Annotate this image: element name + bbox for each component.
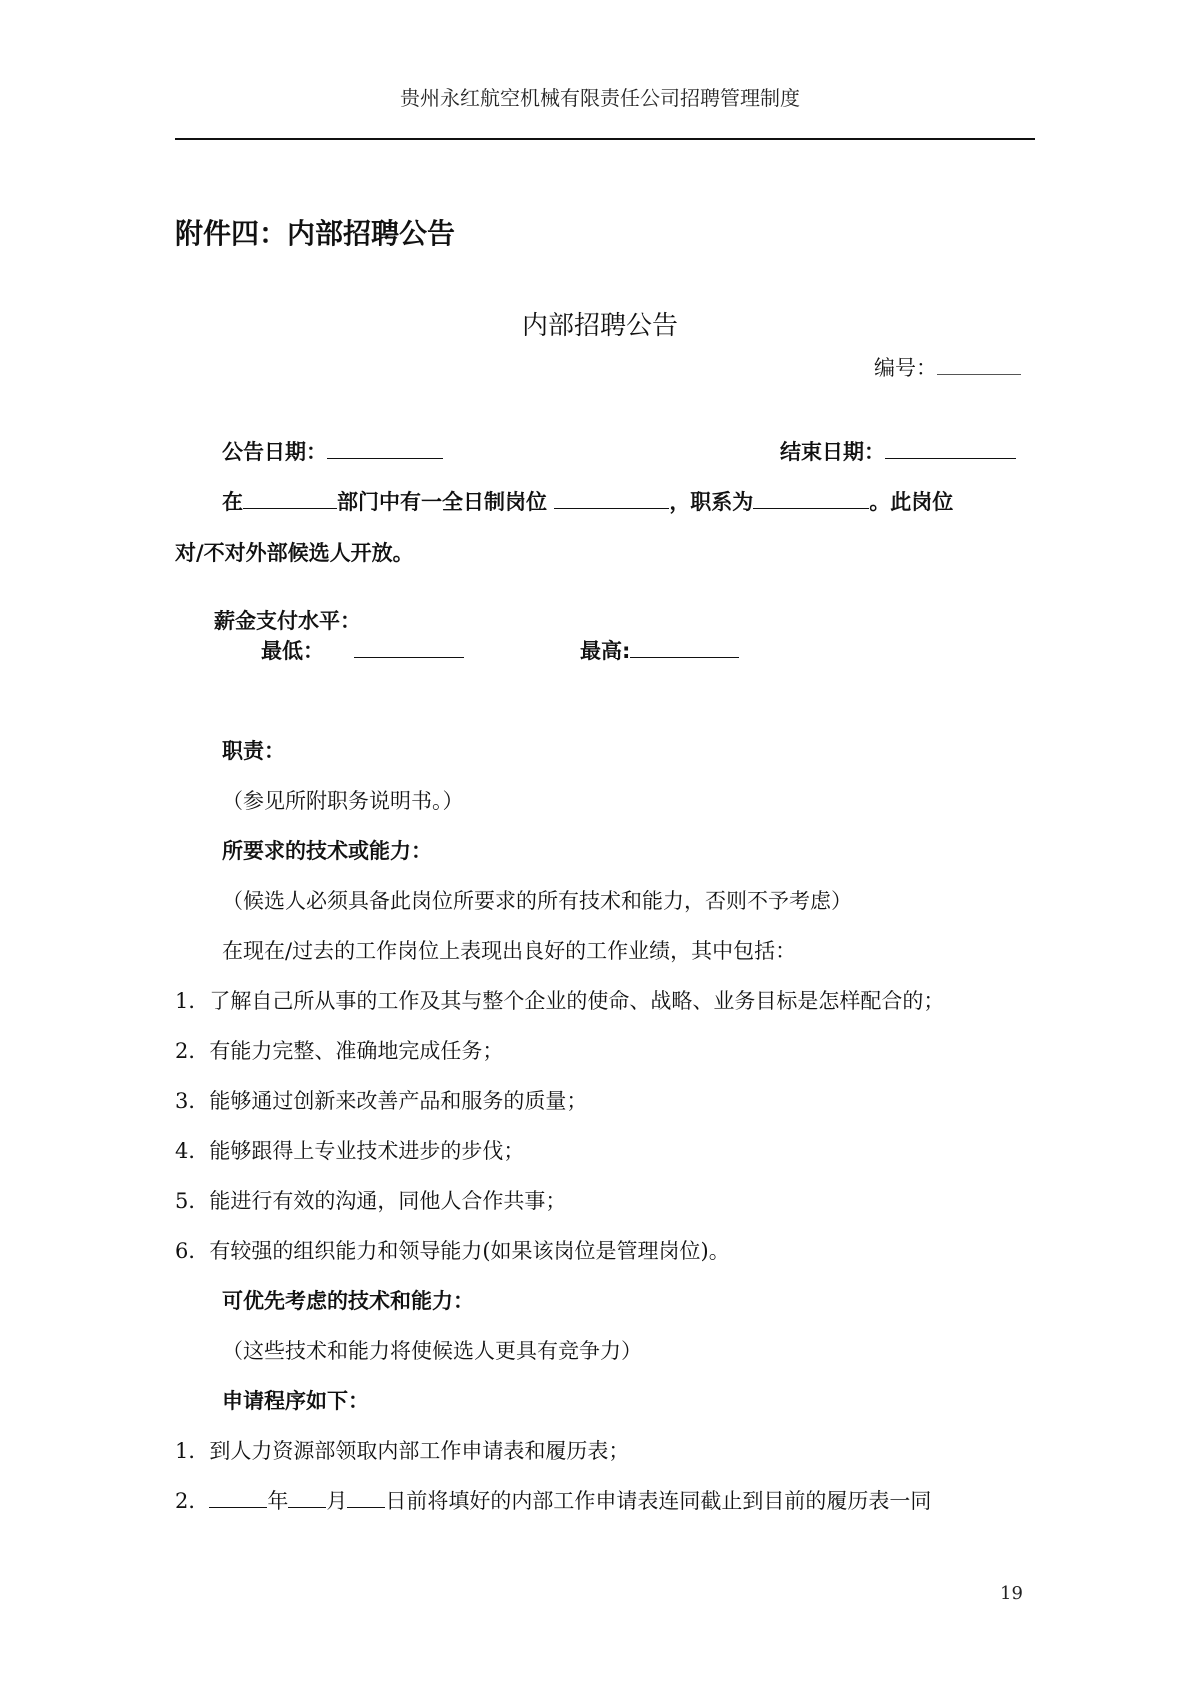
announce-date-label: 公告日期： [222, 440, 327, 464]
procedure-step-2 [175, 1485, 931, 1515]
dept-sentence-line1 [222, 486, 953, 516]
required-intro: 在现在/过去的工作岗位上表现出良好的工作业绩，其中包括： [222, 939, 797, 963]
step2-prefix: 2． [175, 1489, 210, 1513]
salary-max-row [580, 635, 739, 665]
page-header: 贵州永红航空机械有限责任公司招聘管理制度 [400, 86, 800, 110]
announce-date-row [222, 436, 443, 466]
salary-min-blank [354, 656, 464, 658]
list-item: 6．有较强的组织能力和领导能力(如果该岗位是管理岗位)。 [175, 1239, 730, 1263]
step2-month: 月 [326, 1489, 348, 1513]
step2-year: 年 [267, 1489, 289, 1513]
position-blank [554, 507, 669, 509]
duties-label: 职责： [222, 739, 285, 763]
salary-max-blank [630, 656, 739, 658]
dept-text-2: 部门中有一全日制岗位 [337, 490, 547, 514]
dept-blank [243, 507, 337, 509]
dept-text-1: 在 [222, 490, 243, 514]
end-date-label: 结束日期： [780, 440, 885, 464]
header-rule [175, 138, 1035, 140]
notice-title: 内部招聘公告 [521, 311, 678, 341]
salary-min-row [261, 635, 464, 665]
month-blank [288, 1506, 326, 1508]
number-blank [937, 373, 1021, 375]
year-blank [209, 1506, 267, 1508]
end-date-blank [885, 457, 1016, 459]
list-item: 4．能够跟得上专业技术进步的步伐； [175, 1139, 525, 1163]
salary-label: 薪金支付水平： [214, 609, 361, 633]
day-blank [347, 1506, 385, 1508]
end-date-row [780, 436, 1016, 466]
number-label: 编号： [874, 356, 937, 380]
required-label: 所要求的技术或能力： [222, 839, 432, 863]
duties-note: （参见所附职务说明书。） [222, 789, 464, 813]
preferred-label: 可优先考虑的技术和能力： [222, 1289, 474, 1313]
required-note: （候选人必须具备此岗位所要求的所有技术和能力，否则不予考虑） [222, 889, 852, 913]
number-row [874, 352, 1021, 382]
dept-text-3: ，职系为 [669, 490, 754, 514]
step2-rest: 日前将填好的内部工作申请表连同截止到目前的履历表一同 [385, 1489, 932, 1513]
salary-max-label: 最高: [580, 639, 631, 663]
dept-text-4: 。此岗位 [869, 490, 954, 514]
preferred-note: （这些技术和能力将使候选人更具有竞争力） [222, 1339, 642, 1363]
page-number: 19 [1000, 1583, 1023, 1604]
list-item: 1．了解自己所从事的工作及其与整个企业的使命、战略、业务目标是怎样配合的； [175, 989, 945, 1013]
list-item: 2．有能力完整、准确地完成任务； [175, 1039, 504, 1063]
salary-min-label: 最低： [261, 639, 324, 663]
dept-sentence-line2: 对/不对外部候选人开放。 [175, 541, 414, 565]
attachment-title: 附件四：内部招聘公告 [175, 217, 456, 250]
procedure-label: 申请程序如下： [222, 1389, 369, 1413]
procedure-step-1: 1．到人力资源部领取内部工作申请表和履历表； [175, 1439, 630, 1463]
list-item: 3．能够通过创新来改善产品和服务的质量； [175, 1089, 588, 1113]
announce-date-blank [327, 457, 443, 459]
job-family-blank [753, 507, 869, 509]
list-item: 5．能进行有效的沟通，同他人合作共事； [175, 1189, 567, 1213]
